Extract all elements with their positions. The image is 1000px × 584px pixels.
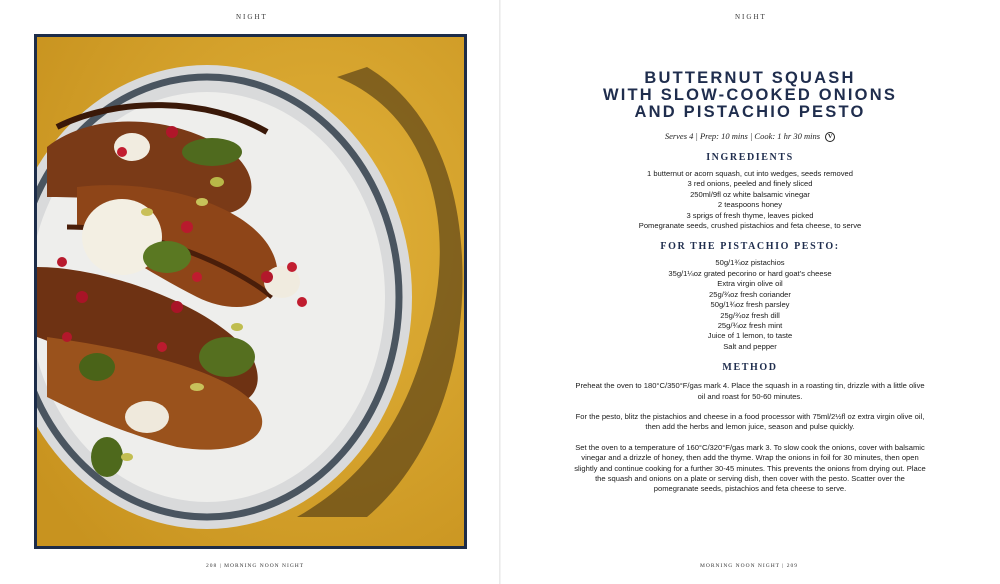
ingredient-item: 3 red onions, peeled and finely sliced bbox=[687, 179, 813, 189]
ingredient-item: 250ml/9fl oz white balsamic vinegar bbox=[690, 189, 810, 199]
vegetarian-icon: V bbox=[825, 132, 835, 142]
method-heading: METHOD bbox=[722, 362, 778, 374]
ingredient-item: 1 butternut or acorn squash, cut into wedges, seeds removed bbox=[647, 169, 853, 179]
ingredient-item: 3 sprigs of fresh thyme, leaves picked bbox=[686, 210, 814, 220]
pesto-ingredient-item: Juice of 1 lemon, to taste bbox=[707, 331, 793, 341]
recipe-meta bbox=[560, 131, 940, 142]
ingredients-list bbox=[560, 169, 940, 231]
pesto-ingredient-item: 25g/¾oz fresh coriander bbox=[709, 289, 791, 299]
pesto-ingredient-item: 25g/¾oz fresh mint bbox=[717, 320, 783, 330]
food-photo bbox=[34, 34, 467, 549]
method-step: Set the oven to a temperature of 160°C/320°F/gas mark 3. To slow cook the onions, cover with balsamic vinegar and a drizzle of honey, then add the thyme. Wrap the onions in foil for 30 minutes, then open slightly and continue cooking for a further 30-45 minutes. This prevents the onions from drying out. Place the squash and onions on a plate or serving dish, then cover with the pesto. Scatter over the pomegranate seeds, pistachios and feta cheese to serve. bbox=[574, 442, 926, 494]
right-page bbox=[500, 0, 1000, 584]
pesto-ingredient-item: 35g/1¼oz grated pecorino or hard goat’s cheese bbox=[668, 268, 832, 278]
title-line: WITH SLOW-COOKED ONIONS bbox=[602, 86, 898, 104]
method-step: For the pesto, blitz the pistachios and cheese in a food processor with 75ml/2½fl oz extra virgin olive oil, then add the herbs and lemon juice, season and pulse quickly. bbox=[575, 411, 925, 432]
pesto-ingredient-item: 25g/¾oz fresh dill bbox=[720, 310, 780, 320]
title-line: AND PISTACHIO PESTO bbox=[634, 103, 866, 121]
ingredients-heading: INGREDIENTS bbox=[706, 152, 794, 164]
pesto-ingredient-item: 50g/1¾oz fresh parsley bbox=[710, 300, 790, 310]
recipe-title bbox=[560, 70, 940, 121]
page-number-left: 208 | MORNING NOON NIGHT bbox=[206, 563, 305, 569]
pesto-ingredient-item: 50g/1¾oz pistachios bbox=[715, 258, 785, 268]
running-head-right: NIGHT bbox=[735, 13, 767, 21]
roasted-squash-plate-illustration bbox=[37, 37, 464, 546]
pesto-ingredient-item: Salt and pepper bbox=[723, 341, 777, 351]
pesto-ingredients-list bbox=[560, 258, 940, 352]
page-number-right: MORNING NOON NIGHT | 209 bbox=[700, 563, 799, 569]
ingredient-item: 2 teaspoons honey bbox=[717, 200, 783, 210]
recipe bbox=[560, 70, 940, 495]
pesto-ingredient-item: Extra virgin olive oil bbox=[717, 279, 783, 289]
title-line: BUTTERNUT SQUASH bbox=[644, 69, 856, 87]
pesto-heading: FOR THE PISTACHIO PESTO: bbox=[660, 241, 840, 253]
serving-prep-cook-info: Serves 4 | Prep: 10 mins | Cook: 1 hr 30 mins bbox=[664, 131, 821, 141]
ingredient-item: Pomegranate seeds, crushed pistachios and feta cheese, to serve bbox=[638, 221, 862, 231]
method-step: Preheat the oven to 180°C/350°F/gas mark 4. Place the squash in a roasting tin, drizzle with a little olive oil and roast for 50-60 minutes. bbox=[575, 381, 925, 401]
running-head-left: NIGHT bbox=[236, 13, 268, 21]
